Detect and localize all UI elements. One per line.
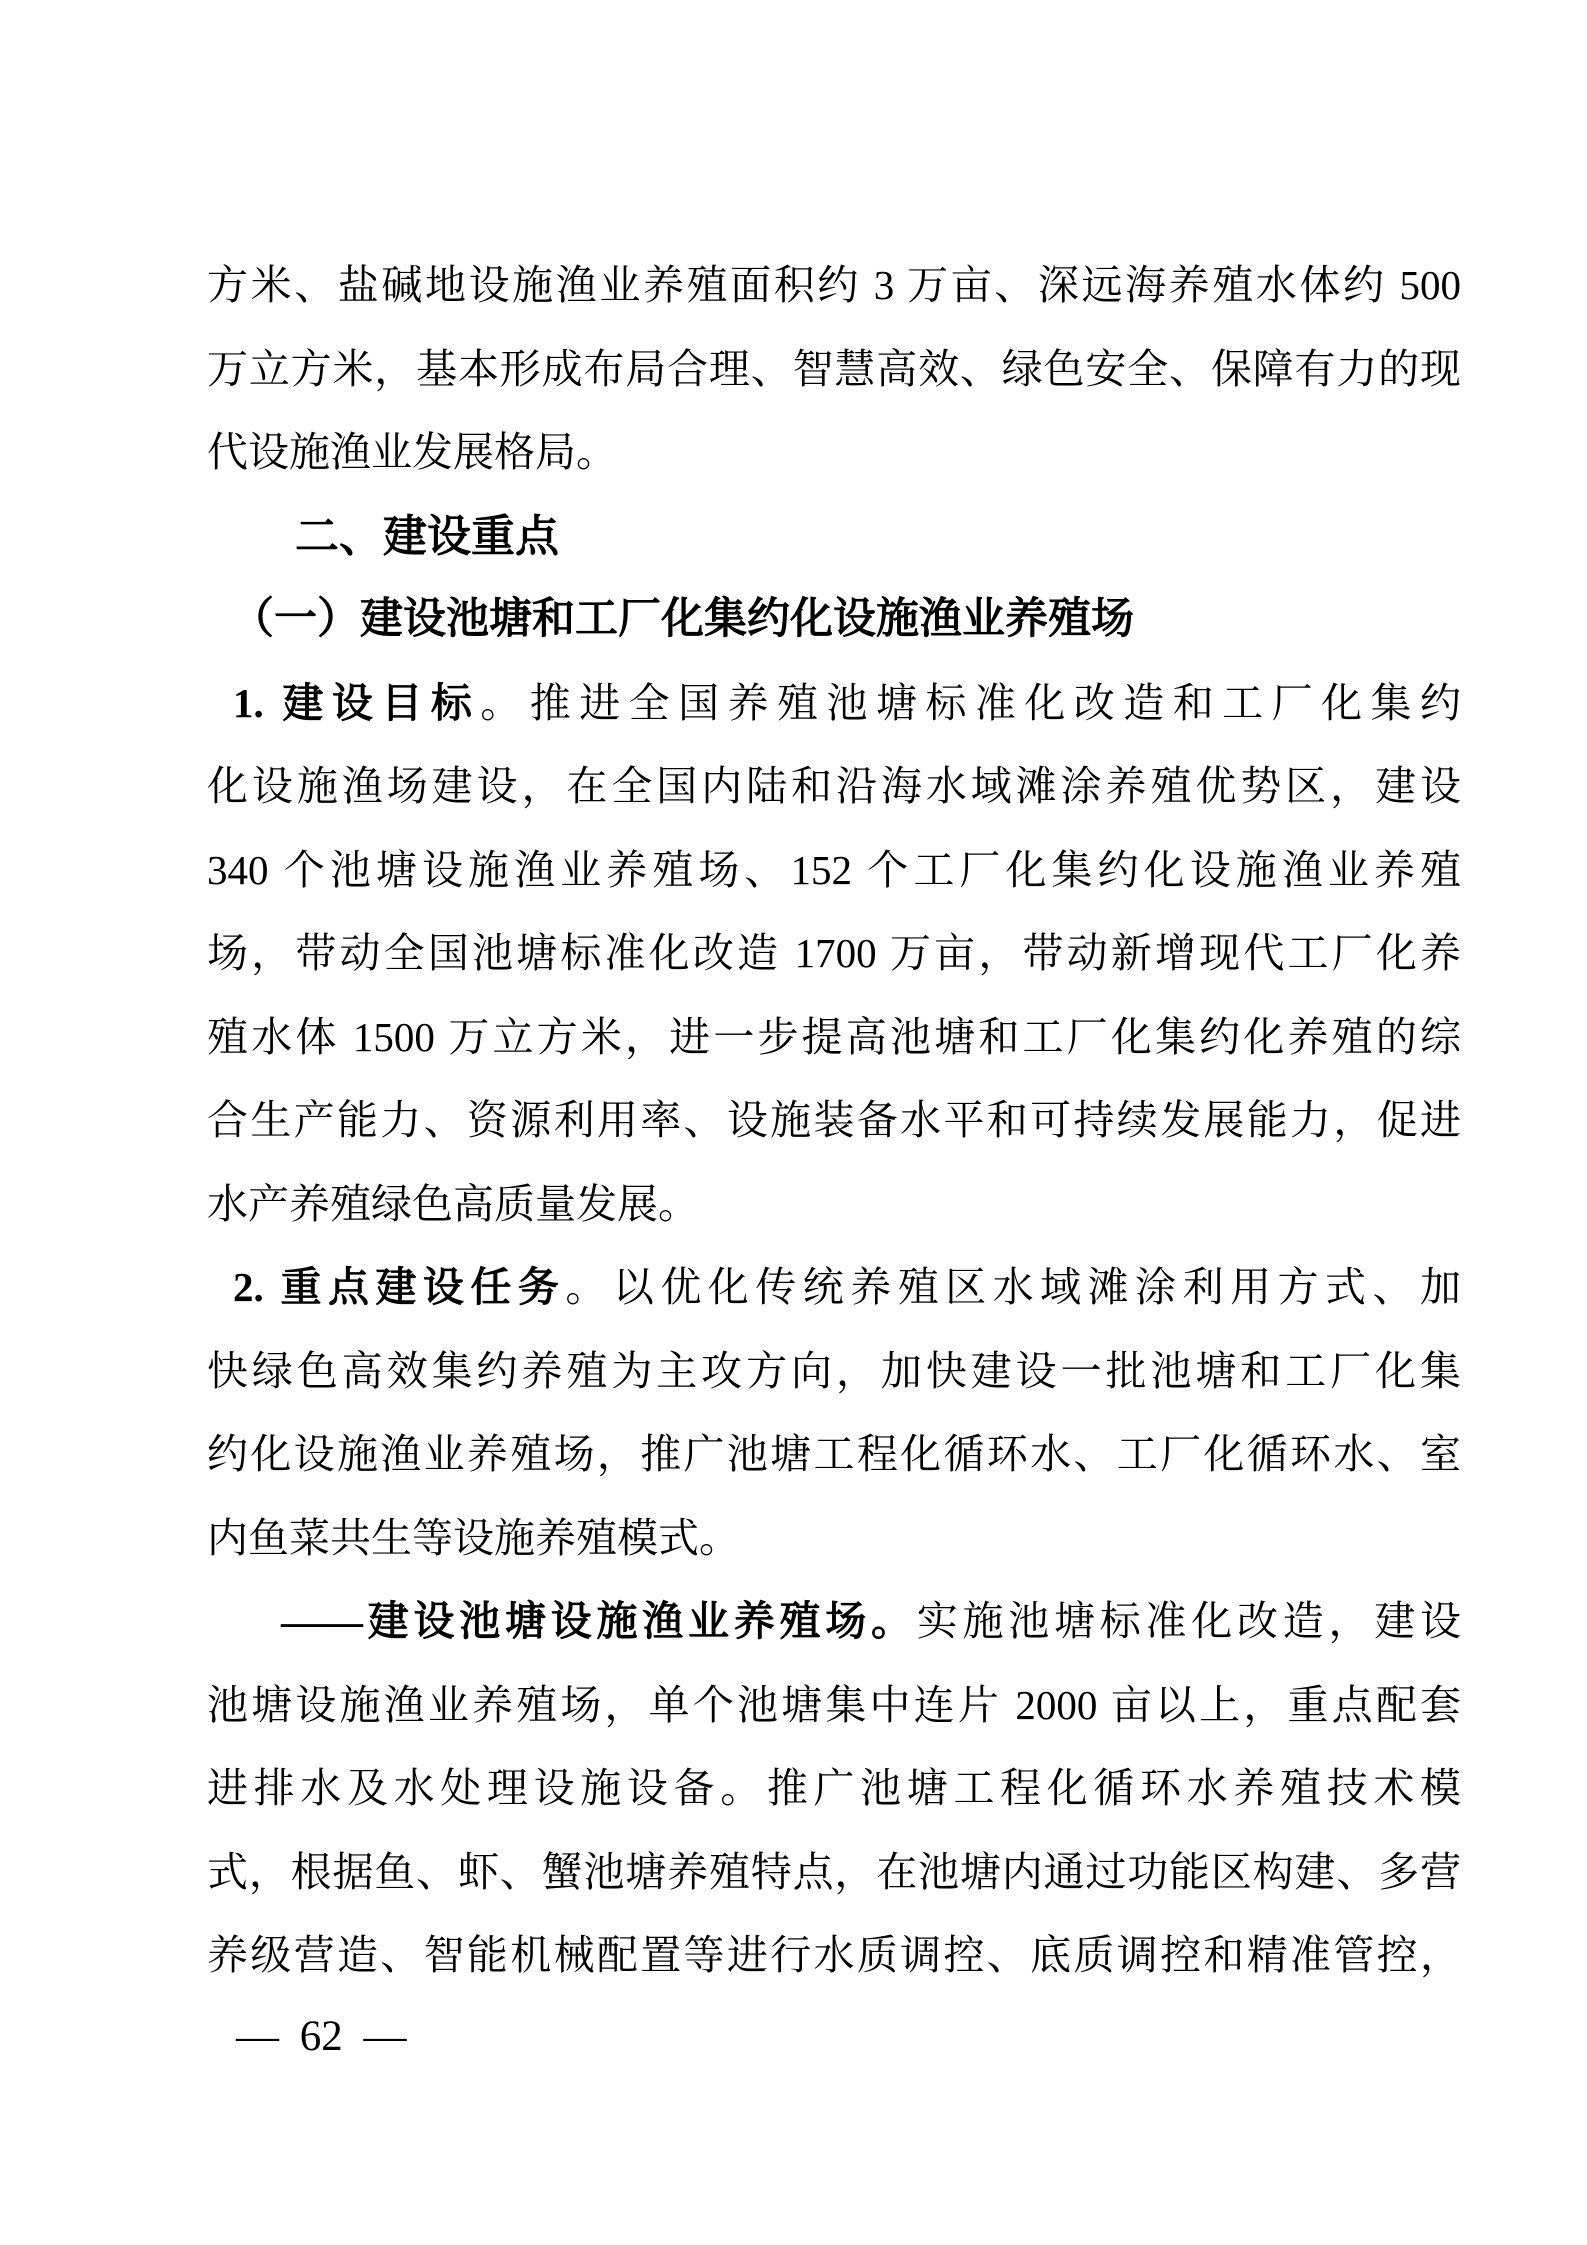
body-text: 进排水及水处理设施设备。推广池塘工程化循环水养殖技术模 xyxy=(207,1765,1461,1811)
body-text: 式，根据鱼、虾、蟹池塘养殖特点，在池塘内通过功能区构建、多营 xyxy=(207,1848,1461,1895)
text-line xyxy=(207,829,1461,913)
text-line xyxy=(207,1246,1461,1330)
body-text: 方米、盐碱地设施渔业养殖面积约 3 万亩、深远海养殖水体约 500 xyxy=(207,262,1461,308)
page-number: — 62 — xyxy=(236,2013,407,2060)
text-line xyxy=(207,244,1461,328)
bold-lead-text: ——建设池塘设施渔业养殖场。 xyxy=(281,1598,917,1644)
text-line xyxy=(207,1664,1461,1748)
body-text: 化设施渔场建设，在全国内陆和沿海水域滩涂养殖优势区，建设 xyxy=(207,763,1461,809)
text-line xyxy=(207,1413,1461,1497)
body-text: 340 个池塘设施渔业养殖场、152 个工厂化集约化设施渔业养殖 xyxy=(207,846,1461,893)
numbered-paragraph xyxy=(207,662,1461,1247)
text-line xyxy=(207,328,1461,412)
bold-lead-text: 2. 重点建设任务 xyxy=(233,1264,566,1310)
heading-level3 xyxy=(207,578,1461,662)
numbered-paragraph xyxy=(207,1246,1461,1580)
continuation-paragraph xyxy=(207,244,1461,495)
text-line xyxy=(207,1079,1461,1163)
body-text: 约化设施渔业养殖场，推广池塘工程化循环水、工厂化循环水、室 xyxy=(207,1431,1461,1477)
body-text: 殖水体 1500 万立方米，进一步提高池塘和工厂化集约化养殖的综 xyxy=(207,1013,1461,1060)
text-line xyxy=(207,662,1461,746)
section-heading-line xyxy=(207,495,1461,579)
text-line xyxy=(207,996,1461,1080)
body-text: 实施池塘标准化改造，建设 xyxy=(916,1598,1461,1644)
body-text: 水产养殖绿色高质量发展。 xyxy=(207,1180,699,1227)
text-line xyxy=(207,745,1461,829)
body-text: 合生产能力、资源利用率、设施装备水平和可持续发展能力，促进 xyxy=(207,1097,1461,1143)
body-text: 。以优化传统养殖区水域滩涂利用方式、加 xyxy=(565,1264,1461,1310)
text-line xyxy=(207,1163,1461,1247)
body-text: 。推进全国养殖池塘标准化改造和工厂化集约 xyxy=(480,679,1461,726)
section-heading-line xyxy=(207,578,1461,662)
text-block xyxy=(207,244,1461,1998)
text-line xyxy=(207,1330,1461,1414)
text-line xyxy=(207,1747,1461,1831)
text-line xyxy=(207,1580,1461,1664)
body-text: 快绿色高效集约养殖为主攻方向，加快建设一批池塘和工厂化集 xyxy=(207,1347,1461,1394)
dash-paragraph xyxy=(207,1580,1461,1998)
text-line xyxy=(207,1914,1461,1998)
text-line xyxy=(207,1831,1461,1915)
bold-lead-text: 1. 建设目标 xyxy=(233,679,481,726)
heading-level2 xyxy=(207,495,1461,579)
text-line xyxy=(207,411,1461,495)
body-text: 内鱼菜共生等设施养殖模式。 xyxy=(207,1514,740,1561)
body-text: 养级营造、智能机械配置等进行水质调控、底质调控和精准管控， xyxy=(207,1932,1461,1978)
body-text: 代设施渔业发展格局。 xyxy=(207,429,617,475)
bold-lead-text: （一）建设池塘和工厂化集约化设施渔业养殖场 xyxy=(231,596,1134,643)
bold-lead-text: 二、建设重点 xyxy=(295,511,559,561)
text-line xyxy=(207,1497,1461,1581)
text-line xyxy=(207,912,1461,996)
body-text: 万立方米，基本形成布局合理、智慧高效、绿色安全、保障有力的现 xyxy=(207,345,1461,392)
body-text: 场，带动全国池塘标准化改造 1700 万亩，带动新增现代工厂化养 xyxy=(207,930,1461,976)
body-text: 池塘设施渔业养殖场，单个池塘集中连片 2000 亩以上，重点配套 xyxy=(207,1681,1461,1728)
